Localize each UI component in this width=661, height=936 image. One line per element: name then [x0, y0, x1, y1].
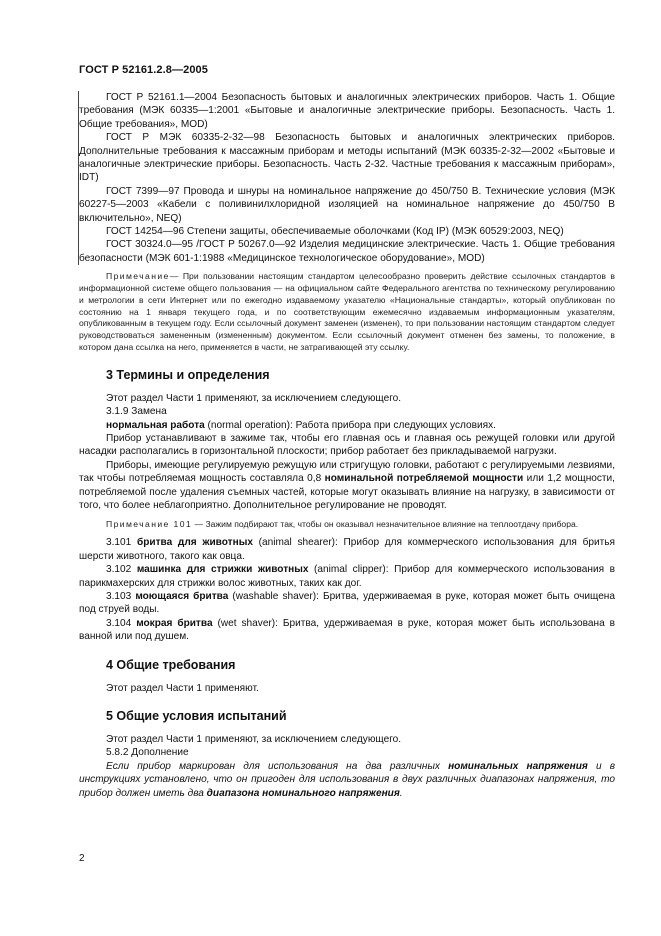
reference-item: ГОСТ 14254—96 Степени защиты, обеспечиваемые оболочками (Код IP) (МЭК 60529:2003, NEQ) — [106, 226, 564, 238]
subclause-5-8-2: 5.8.2 Дополнение — [106, 747, 189, 759]
section-3-intro: Этот раздел Части 1 применяют, за исключением следующего. — [106, 392, 402, 404]
requirement-part: . — [399, 787, 403, 799]
section-4-title: 4 Общие требования — [106, 657, 236, 672]
definition-number: 3.101 — [106, 537, 137, 549]
reference-item: ГОСТ Р МЭК 60335-2-32—98 Безопасность бытовых и аналогичных электрических приборов. Дополнительные требования к массажным приборам и методы испытаний (МЭК 60335-2-32—2002 «Бытовые и аналогичные электрические приборы. Безопасность. Часть 2-32. Частные требования к массажным приборам», IDT) — [79, 132, 615, 184]
definition-text: (wet shaver): Бритва, удерживаемая в руке, которая может быть использована в ванной или под душем. — [79, 617, 615, 643]
definition-text: (animal shearer): Прибор для коммерческого использования для бритья шерсти животного, такого как овца. — [79, 537, 615, 562]
note-label: Примечание — [106, 271, 170, 282]
definition-number: 3.103 — [106, 590, 136, 602]
document-header: ГОСТ Р 52161.2.8—2005 — [79, 64, 208, 76]
definition-term: моющаяся бритва — [135, 590, 229, 602]
paragraph-part: Приборы, имеющие регулируемую режущую или стригущую головки, работают с регулируемыми лезвиями, так чтобы потребляемая мощность составляла 0,8 — [79, 459, 615, 485]
section-5-intro: Этот раздел Части 1 применяют, за исключением следующего. — [106, 733, 402, 745]
definition-text: (washable shaver): Бритва, удерживаемая в руке, которая может быть очищена под струей воды. — [79, 590, 615, 616]
requirement-term: номинальных напряжения — [448, 760, 588, 772]
requirement-part: и в инструкциях установлено, что он пригоден для использования в двух различных диапазонах напряжения, то прибор должен иметь два — [79, 760, 615, 799]
term-bold: нормальная работа — [106, 419, 205, 431]
definition-3-102 — [79, 563, 615, 590]
requirement-part: Если прибор маркирован для использования на два различных — [106, 760, 449, 772]
reference-item: ГОСТ 30324.0—95 /ГОСТ Р 50267.0—92 Изделия медицинские электрические. Часть 1. Общие требования безопасности (МЭК 601-1:1988 «Медицинское технологическое оборудование», MOD) — [79, 239, 615, 264]
definition-3-101 — [79, 536, 615, 563]
normative-references — [78, 91, 615, 265]
page-content — [79, 91, 615, 800]
paragraph — [79, 459, 615, 513]
definition-3-104 — [79, 617, 615, 644]
definition-term: машинка для стрижки животных — [136, 564, 309, 576]
section-4-text: Этот раздел Части 1 применяют. — [106, 682, 259, 694]
requirement-term: диапазона номинального напряжения — [206, 787, 400, 799]
page-number: 2 — [79, 853, 85, 864]
reference-item: ГОСТ 7399—97 Провода и шнуры на номинальное напряжение до 450/750 В. Технические условия (МЭК 60227-5—2003 «Кабели с поливинилхлоридной изоляцией на номинальное напряжение до 450/750 В включительно», NEQ) — [79, 185, 615, 224]
definition-term: бритва для животных — [136, 537, 253, 549]
reference-item: ГОСТ Р 52161.1—2004 Безопасность бытовых и аналогичных электрических приборов. Часть 1. Общие требования (МЭК 60335—1:2001 «Бытовые и аналогичные электрические приборы. Безопасность. Часть 1. Общие требования», MOD) — [79, 92, 615, 130]
italic-requirement — [79, 760, 615, 800]
note-label: Примечание 101 — [106, 518, 193, 529]
note-text: — Зажим подбирают так, чтобы он оказывал незначительное влияние на теплоотдачу прибора. — [194, 518, 579, 529]
paragraph: Прибор устанавливают в зажиме так, чтобы его главная ось и главная ось режущей головки или другой насадки располагались в горизонтальной плоскости; прибор работает без прикладываемой нагрузки. — [79, 433, 615, 458]
definition-3-103 — [79, 590, 615, 617]
section-3-title: 3 Термины и определения — [106, 367, 270, 382]
paragraph-part: или 1,2 мощности, потребляемой после удаления съемных частей, которые могут оказывать влияние на нагрузку, в зависимости от того, что более неблагоприятно. Дополнительное регулирование не проводят. — [79, 473, 615, 512]
term-normal-operation — [79, 419, 615, 432]
subclause-3-1-9: 3.1.9 Замена — [106, 406, 167, 418]
definition-text: (animal clipper): Прибор для коммерческого использования в парикмахерских для стрижки волос животных, таких как дог. — [79, 564, 615, 589]
note-references — [79, 271, 615, 354]
section-5-title: 5 Общие условия испытаний — [106, 708, 287, 723]
note-text: — При пользовании настоящим стандартом целесообразно проверить действие ссылочных стандартов в информационной системе общего пользования — на официальном сайте Федерального агентства по техническому регулированию и метрологии в сети Интернет или по ежегодно издаваемому указателю «Национальные стандарты», который опубликован по состоянию на 1 января текущего года, и по соответствующим ежемесячно издаваемым информационным указателям, опубликованным в текущем году. Если ссылочный документ заменен (изменен), то при пользовании настоящим стандартом следует руководствоваться замененным (измененным) документом. Если ссылочный документ отменен без замены, то положение, в котором дана ссылка на него, применяется в части, не затрагивающей эту ссылку. — [79, 271, 615, 353]
note-101 — [79, 519, 615, 531]
paragraph-bold: номинальной потребляемой мощности — [324, 473, 524, 485]
term-rest: (normal operation): Работа прибора при следующих условиях. — [204, 419, 496, 431]
definition-term: мокрая бритва — [136, 617, 213, 629]
definition-number: 3.104 — [106, 617, 137, 629]
definition-number: 3.102 — [106, 564, 137, 576]
